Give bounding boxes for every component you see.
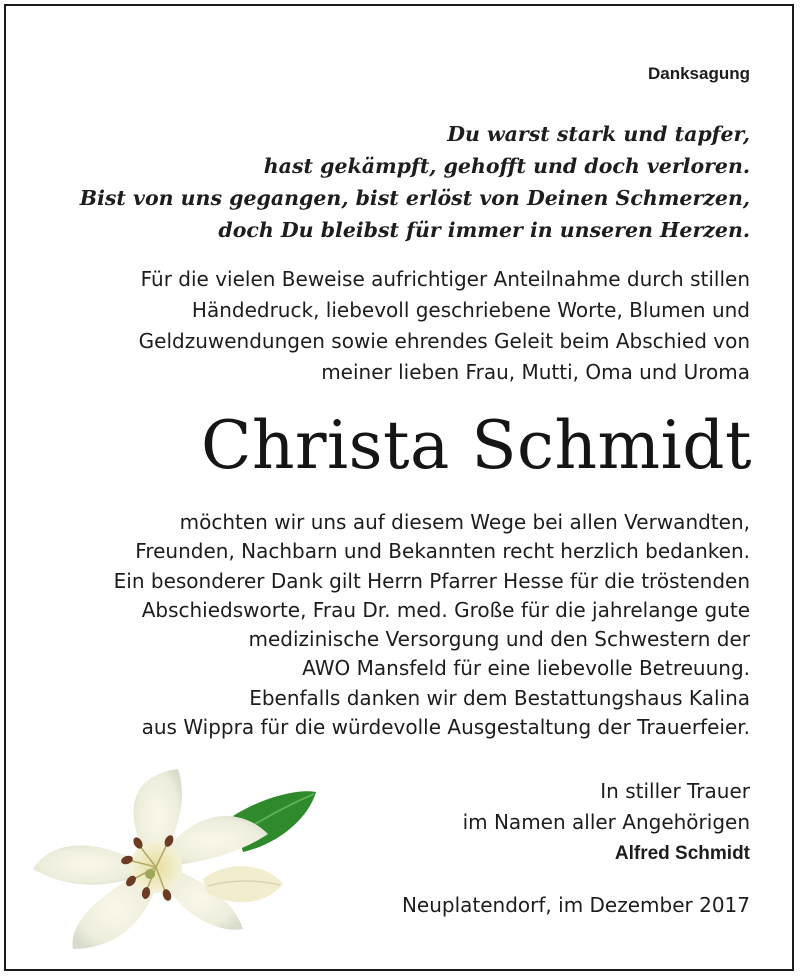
intro-line: meiner lieben Frau, Mutti, Oma und Uroma — [321, 360, 750, 384]
signature-line: In stiller Trauer — [600, 779, 750, 803]
place-date: Neuplatendorf, im Dezember 2017 — [401, 893, 750, 917]
body-line: Abschiedsworte, Frau Dr. med. Große für die jahrelange gute — [141, 597, 750, 622]
deceased-name: Christa Schmidt — [200, 407, 752, 484]
poem — [80, 118, 750, 246]
intro-line: Geldzuwendungen sowie ehrendes Geleit beim Abschied von — [138, 329, 750, 353]
poem-line: hast gekämpft, gehofft und doch verloren. — [263, 154, 750, 178]
signature-line: im Namen aller Angehörigen — [462, 810, 750, 834]
obituary-card — [4, 4, 794, 971]
body-line: aus Wippra für die würdevolle Ausgestaltung der Trauerfeier. — [141, 715, 750, 740]
body-line: Ebenfalls danken wir dem Bestattungshaus Kalina — [249, 685, 750, 710]
signer-name: Alfred Schmidt — [614, 843, 750, 864]
intro-text — [139, 264, 750, 388]
body-line: Ein besonderer Dank gilt Herrn Pfarrer Hesse für die tröstenden — [113, 568, 750, 593]
lily-flower-icon — [28, 764, 318, 954]
body-line: möchten wir uns auf diesem Wege bei allen Verwandten, — [179, 510, 750, 534]
body-line: medizinische Versorgung und den Schwestern der — [248, 627, 750, 652]
poem-line: Du warst stark und tapfer, — [447, 122, 750, 146]
body-text — [114, 508, 750, 742]
heading: Danksagung — [647, 64, 750, 83]
body-line: AWO Mansfeld für eine liebevolle Betreuung. — [302, 656, 750, 681]
signature-block — [463, 776, 750, 869]
intro-line: Für die vielen Beweise aufrichtiger Anteilnahme durch stillen — [140, 267, 750, 291]
poem-line: doch Du bleibst für immer in unseren Herzen. — [218, 218, 750, 242]
intro-line: Händedruck, liebevoll geschriebene Worte, Blumen und — [191, 298, 750, 322]
poem-line: Bist von uns gegangen, bist erlöst von Deinen Schmerzen, — [79, 186, 750, 210]
body-line: Freunden, Nachbarn und Bekannten recht herzlich bedanken. — [135, 539, 750, 564]
